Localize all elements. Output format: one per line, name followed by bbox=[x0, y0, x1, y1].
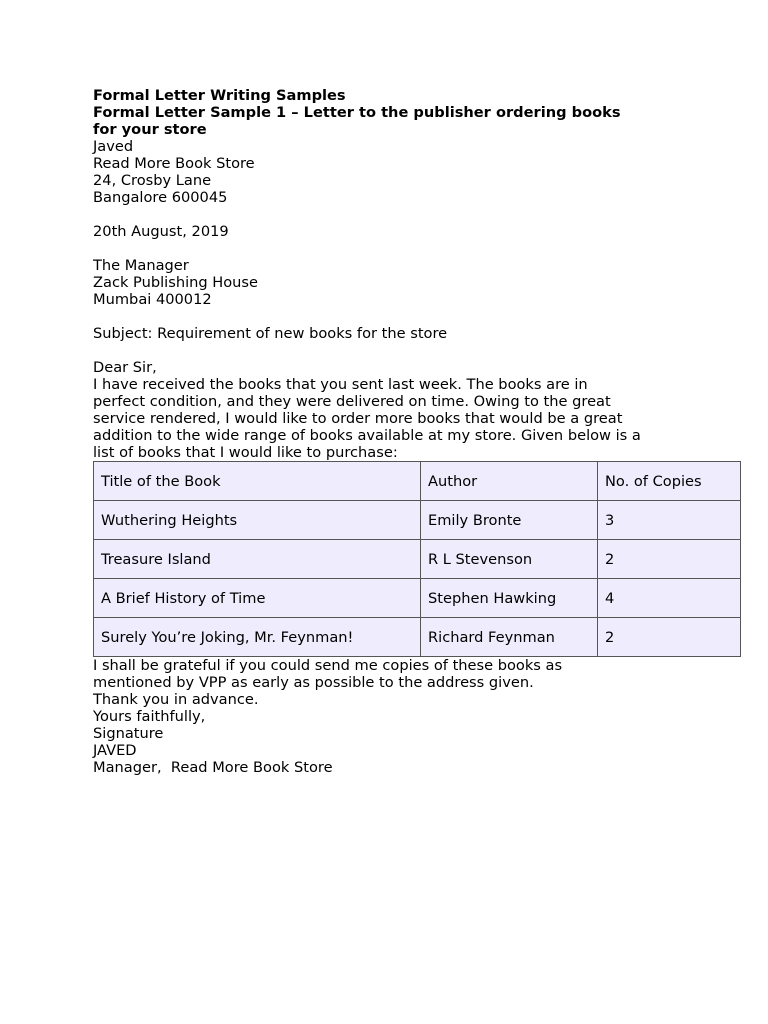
recipient-company: Zack Publishing House bbox=[93, 274, 259, 291]
cell-author: Stephen Hawking bbox=[421, 579, 598, 618]
signoff-block bbox=[93, 708, 743, 776]
signer-position: Manager, Read More Book Store bbox=[93, 759, 333, 776]
recipient-title: The Manager bbox=[93, 257, 189, 274]
document-title: Formal Letter Writing Samples bbox=[93, 87, 346, 104]
sender-store: Read More Book Store bbox=[93, 155, 255, 172]
recipient-address bbox=[93, 257, 743, 308]
header-title: Title of the Book bbox=[94, 462, 421, 501]
table-row bbox=[94, 579, 741, 618]
closing-line: Thank you in advance. bbox=[93, 691, 259, 708]
cell-author: Richard Feynman bbox=[421, 618, 598, 657]
letter-subject: Subject: Requirement of new books for the store bbox=[93, 325, 448, 342]
spacer bbox=[93, 308, 743, 325]
table-row bbox=[94, 618, 741, 657]
cell-author: R L Stevenson bbox=[421, 540, 598, 579]
header-author: Author bbox=[421, 462, 598, 501]
sender-address bbox=[93, 138, 743, 206]
cell-author: Emily Bronte bbox=[421, 501, 598, 540]
cell-title: Surely You’re Joking, Mr. Feynman! bbox=[94, 618, 421, 657]
table-header-row bbox=[94, 462, 741, 501]
letter-page bbox=[93, 87, 743, 776]
closing-paragraph bbox=[93, 657, 743, 708]
sample-title-line-2: for your store bbox=[93, 121, 207, 138]
letter-date: 20th August, 2019 bbox=[93, 223, 229, 240]
signer-name: JAVED bbox=[93, 742, 137, 759]
cell-copies: 4 bbox=[598, 579, 741, 618]
table-row bbox=[94, 540, 741, 579]
sample-title-line-1: Formal Letter Sample 1 – Letter to the publisher ordering books bbox=[93, 104, 621, 121]
spacer bbox=[93, 206, 743, 223]
cell-copies: 3 bbox=[598, 501, 741, 540]
spacer bbox=[93, 342, 743, 359]
header-copies: No. of Copies bbox=[598, 462, 741, 501]
sender-street: 24, Crosby Lane bbox=[93, 172, 212, 189]
signature-label: Signature bbox=[93, 725, 164, 742]
valediction: Yours faithfully, bbox=[93, 708, 206, 725]
cell-copies: 2 bbox=[598, 540, 741, 579]
recipient-city: Mumbai 400012 bbox=[93, 291, 212, 308]
cell-title: A Brief History of Time bbox=[94, 579, 421, 618]
body-line: perfect condition, and they were delivered on time. Owing to the great bbox=[93, 393, 611, 410]
body-line: addition to the wide range of books available at my store. Given below is a bbox=[93, 427, 641, 444]
body-line: list of books that I would like to purchase: bbox=[93, 444, 398, 461]
spacer bbox=[93, 240, 743, 257]
table-row bbox=[94, 501, 741, 540]
body-line: service rendered, I would like to order more books that would be a great bbox=[93, 410, 623, 427]
letter-body bbox=[93, 376, 743, 461]
sender-city: Bangalore 600045 bbox=[93, 189, 228, 206]
cell-copies: 2 bbox=[598, 618, 741, 657]
cell-title: Wuthering Heights bbox=[94, 501, 421, 540]
closing-line: I shall be grateful if you could send me copies of these books as bbox=[93, 657, 563, 674]
cell-title: Treasure Island bbox=[94, 540, 421, 579]
sender-name: Javed bbox=[93, 138, 134, 155]
book-order-table bbox=[93, 461, 741, 657]
closing-line: mentioned by VPP as early as possible to the address given. bbox=[93, 674, 534, 691]
body-line: I have received the books that you sent last week. The books are in bbox=[93, 376, 588, 393]
salutation: Dear Sir, bbox=[93, 359, 157, 376]
